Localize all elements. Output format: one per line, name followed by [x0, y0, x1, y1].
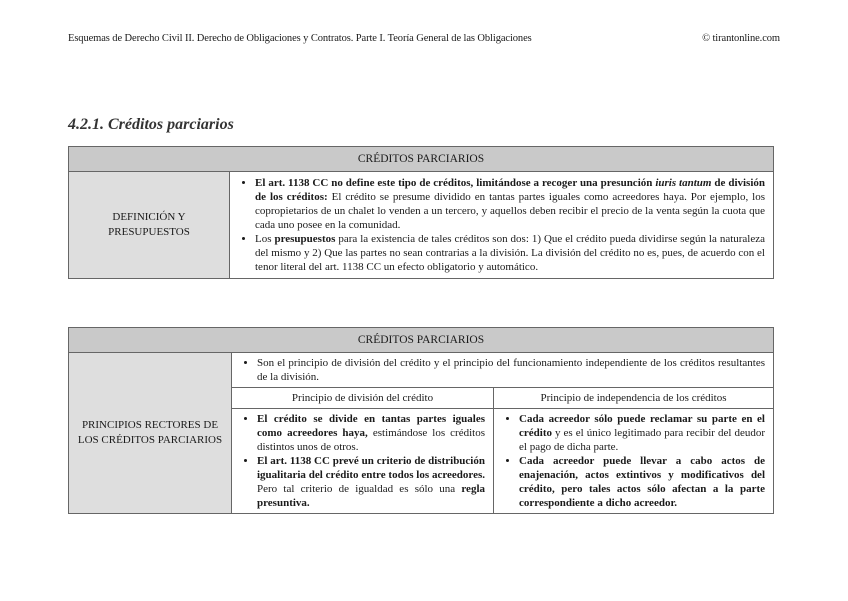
- row-label: DEFINICIÓN Y PRESUPUESTOS: [69, 172, 230, 279]
- list-item: • Son el principio de división del crédito y el principio del funcionamiento independiente de los créditos resultantes de la división.: [257, 356, 765, 384]
- independence-principle-content: [494, 409, 774, 514]
- list-item: • Los presupuestos para la existencia de tales créditos son dos: 1) Que el crédito pueda dividirse según la naturaleza del mismo y 2) Que las partes no sean contrarias a la división. La división del crédito no es, pues, de acuerdo con el tenor literal del art. 1138 CC un efecto obligatorio y automático.: [255, 232, 765, 274]
- publisher-credit: © tirantonline.com: [702, 33, 780, 44]
- definition-content: [230, 172, 774, 279]
- division-principle-content: [232, 409, 494, 514]
- column-heading-independence: Principio de independencia de los créditos: [494, 388, 774, 409]
- book-title: Esquemas de Derecho Civil II. Derecho de Obligaciones y Contratos. Parte I. Teoría General de las Obligaciones: [68, 33, 532, 44]
- list-item: • El crédito se divide en tantas partes iguales como acreedores haya, estimándose los créditos distintos unos de otros.: [257, 412, 485, 454]
- row-label: PRINCIPIOS RECTORES DE LOS CRÉDITOS PARCIARIOS: [69, 353, 232, 514]
- list-item: • El art. 1138 CC no define este tipo de créditos, limitándose a recoger una presunción iuris tantum de división de los créditos: El crédito se presume dividido en tantas partes iguales como acreedores haya. Por ejemplo, los copropietarios de un chalet lo venden a un tercero, y aquellos deben recibir el precio de la venta según la cuota que cada uno posee en la comunidad.: [255, 176, 765, 232]
- list-item: • El art. 1138 CC prevé un criterio de distribución igualitaria del crédito entre todos los acreedores. Pero tal criterio de igualdad es sólo una regla presuntiva.: [257, 454, 485, 510]
- definition-table: [68, 146, 774, 279]
- table-heading: CRÉDITOS PARCIARIOS: [69, 328, 774, 353]
- list-item: • Cada acreedor sólo puede reclamar su parte en el crédito y es el único legitimado para recibir del deudor el pago de dicha parte.: [519, 412, 765, 454]
- bullet-list: [238, 176, 765, 274]
- column-heading-division: Principio de división del crédito: [232, 388, 494, 409]
- principles-table: [68, 327, 774, 514]
- list-item: • Cada acreedor puede llevar a cabo actos de enajenación, actos extintivos y modificativos del crédito, pero tales actos sólo afectan a la parte correspondiente a dicho acreedor.: [519, 454, 765, 510]
- running-header: [68, 33, 780, 44]
- intro-content: [232, 353, 774, 388]
- section-title: 4.2.1. Créditos parciarios: [68, 116, 234, 133]
- table-heading: CRÉDITOS PARCIARIOS: [69, 147, 774, 172]
